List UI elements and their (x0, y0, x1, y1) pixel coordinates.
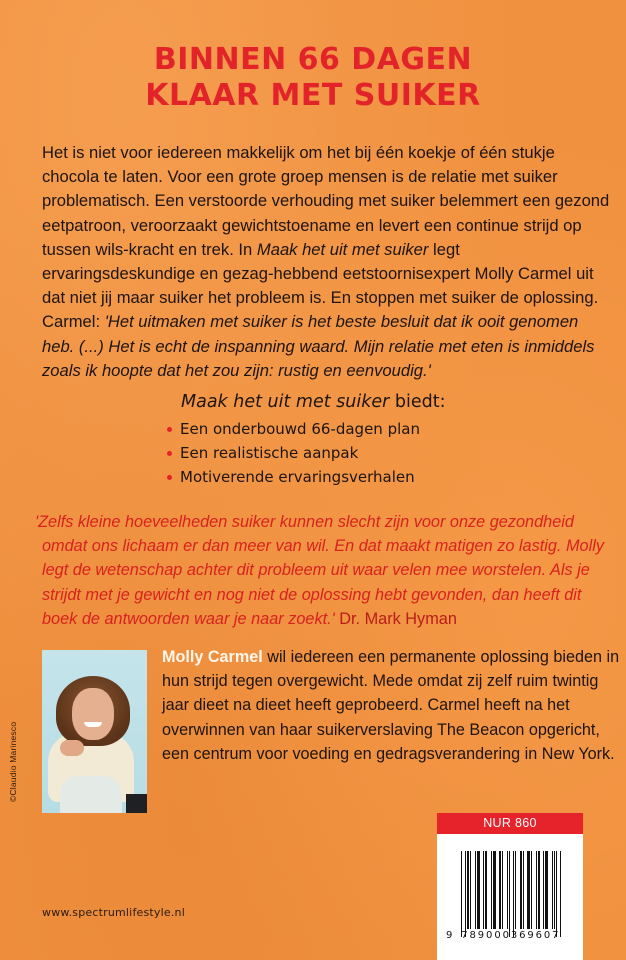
intro-book-title: Maak het uit met suiker (256, 239, 429, 259)
author-bio (162, 645, 622, 766)
cover-title (0, 42, 626, 114)
offers-list-item: Motiverende ervaringsverhalen (167, 465, 502, 489)
endorsement-line: legt de wetenschap achter dit probleem uit waar velen mee worstelen. Als je (42, 561, 590, 580)
isbn-first-digit: 9 (446, 930, 455, 941)
author-name: Molly Carmel (162, 648, 263, 666)
isbn-number (446, 930, 578, 941)
intro-quote-label: Carmel: (42, 312, 105, 332)
photo-face (72, 688, 114, 740)
offers-list-item: Een realistische aanpak (167, 441, 502, 465)
photo-hand (60, 740, 84, 756)
barcode-icon (461, 851, 568, 937)
intro-text-2: legt ervaringsdeskundige en gezag-hebbend eetstoornisexpert Molly Carmel uit dat niet jij maar suiker het probleem is. En stoppen met suiker de oplossing. (42, 239, 599, 308)
endorsement-line: strijdt met je gewicht en nog niet de oplossing hebt gevonden, dan heeft dit (42, 585, 582, 604)
photo-smile (84, 722, 102, 727)
intro-paragraph (42, 141, 612, 383)
endorsement-line: 'Zelfs kleine hoeveelheden suiker kunnen slecht zijn voor onze gezondheid (35, 513, 574, 531)
bullet-icon (167, 451, 172, 456)
author-bio-text: wil iedereen een permanente oplossing bieden in hun strijd tegen overgewicht. Mede omdat zij zelf ruim twintig jaar dieet na dieet heeft geprobeerd. Carmel heeft na het overwinnen van haar suikerverslaving The Beacon opgericht, een centrum voor voeding en gedragsverandering in New York. (162, 648, 620, 763)
offers-section (182, 390, 502, 489)
endorsement-quote (35, 510, 605, 631)
photo-chair (60, 776, 122, 813)
publisher-website[interactable]: www.spectrumlifestyle.nl (42, 906, 185, 919)
bullet-icon (167, 475, 172, 480)
intro-quote: 'Het uitmaken met suiker is het beste besluit dat ik ooit genomen heb. (...) Het is echt de inspanning waard. Mijn relatie met eten is inmiddels zoals ik hoopte dat het zou zijn: rustig en eenvoudig.' (42, 312, 595, 380)
author-photo (42, 650, 147, 813)
offers-list-item: Een onderbouwd 66-dagen plan (167, 417, 502, 441)
endorsement-line: omdat ons lichaam er dan meer van wil. En dat maakt matigen zo lastig. Molly (42, 537, 604, 556)
endorsement-line-last: boek de antwoorden waar je naar zoekt.' Dr. Mark Hyman (42, 609, 457, 628)
photo-credit: ©Claudio Marinesco (8, 721, 18, 802)
offers-list (167, 417, 502, 489)
title-line-1: BINNEN 66 DAGEN (153, 42, 473, 77)
bullet-icon (167, 427, 172, 432)
offers-heading-suffix: biedt: (389, 392, 446, 412)
intro-text-1: Het is niet voor iedereen makkelijk om het bij één koekje of één stukje chocola te laten. Voor een grote groep mensen is de relatie met suiker problematisch. Een verstoorde verhouding met suiker belemmert een gezond eetpatroon, veroorzaakt gewichtstoename en levert een continue strijd op tussen wils-kracht en trek. In (42, 143, 610, 259)
endorsement-attribution: Dr. Mark Hyman (334, 609, 457, 628)
isbn-barcode-box (437, 813, 583, 960)
title-line-2: KLAAR MET SUIKER (145, 78, 481, 113)
isbn-digits: 789000369607 (461, 930, 561, 941)
nur-label: NUR 860 (437, 813, 583, 834)
offers-heading (181, 390, 502, 414)
offers-heading-title: Maak het uit met suiker (181, 392, 390, 412)
photo-shadow (126, 794, 147, 813)
